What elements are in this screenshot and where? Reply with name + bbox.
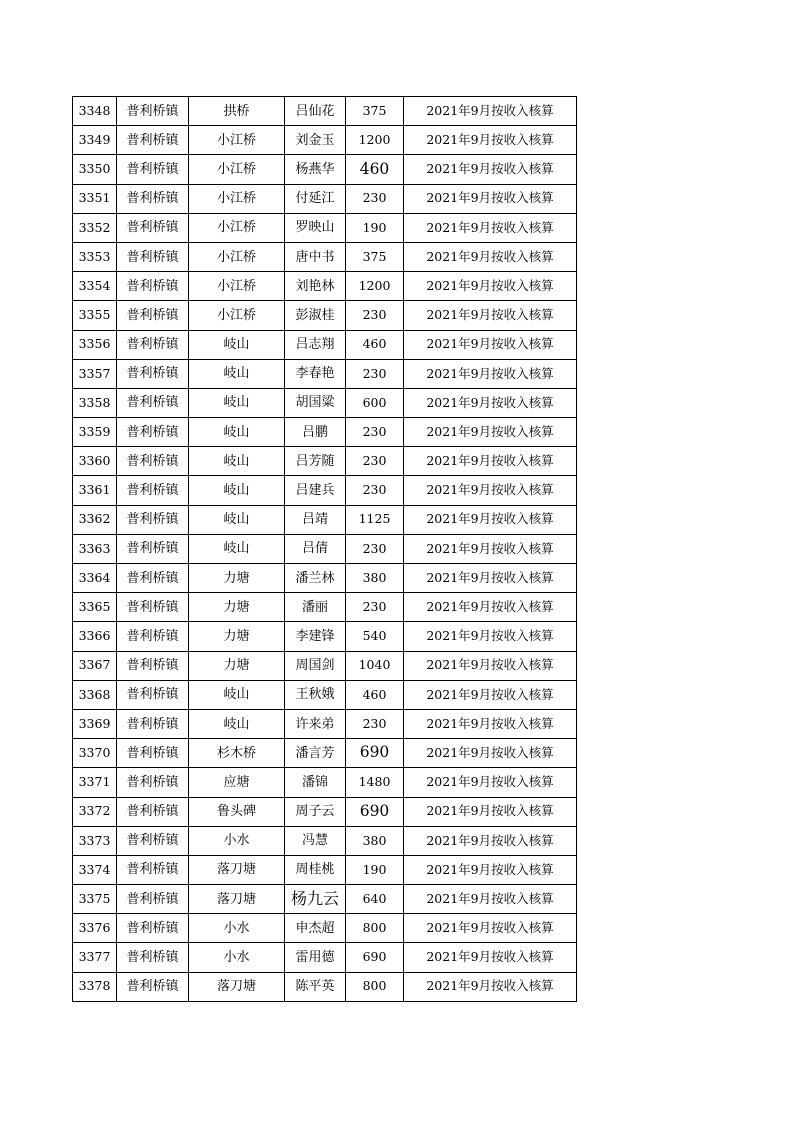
row-number-cell: 3370 — [73, 739, 117, 768]
town-cell: 普利桥镇 — [117, 476, 189, 505]
row-number-cell: 3353 — [73, 242, 117, 271]
person-name-cell: 周国剑 — [285, 651, 346, 680]
person-name-cell: 吕志翔 — [285, 330, 346, 359]
village-cell: 小江桥 — [189, 242, 285, 271]
note-cell: 2021年9月按收入核算 — [404, 359, 577, 388]
row-number-cell: 3375 — [73, 885, 117, 914]
table-row — [73, 213, 577, 242]
town-cell: 普利桥镇 — [117, 972, 189, 1001]
amount-cell: 190 — [346, 855, 404, 884]
village-cell: 落刀塘 — [189, 855, 285, 884]
amount-cell: 1200 — [346, 272, 404, 301]
note-cell: 2021年9月按收入核算 — [404, 418, 577, 447]
table-row — [73, 155, 577, 184]
row-number-cell: 3361 — [73, 476, 117, 505]
person-name-cell: 吕鹏 — [285, 418, 346, 447]
amount-cell: 380 — [346, 564, 404, 593]
row-number-cell: 3355 — [73, 301, 117, 330]
amount-cell: 375 — [346, 242, 404, 271]
row-number-cell: 3359 — [73, 418, 117, 447]
town-cell: 普利桥镇 — [117, 914, 189, 943]
person-name-cell: 许来弟 — [285, 709, 346, 738]
row-number-cell: 3377 — [73, 943, 117, 972]
table-row — [73, 768, 577, 797]
town-cell: 普利桥镇 — [117, 213, 189, 242]
row-number-cell: 3373 — [73, 826, 117, 855]
village-cell: 小水 — [189, 943, 285, 972]
table-row — [73, 593, 577, 622]
village-cell: 岐山 — [189, 359, 285, 388]
village-cell: 小水 — [189, 826, 285, 855]
amount-cell: 460 — [346, 330, 404, 359]
town-cell: 普利桥镇 — [117, 242, 189, 271]
row-number-cell: 3376 — [73, 914, 117, 943]
person-name-cell: 吕倩 — [285, 534, 346, 563]
note-cell: 2021年9月按收入核算 — [404, 855, 577, 884]
village-cell: 拱桥 — [189, 97, 285, 126]
village-cell: 岐山 — [189, 476, 285, 505]
village-cell: 小江桥 — [189, 301, 285, 330]
person-name-cell: 杨九云 — [285, 885, 346, 914]
person-name-cell: 吕建兵 — [285, 476, 346, 505]
table-row — [73, 97, 577, 126]
village-cell: 岐山 — [189, 534, 285, 563]
amount-cell: 230 — [346, 418, 404, 447]
amount-cell: 800 — [346, 972, 404, 1001]
town-cell: 普利桥镇 — [117, 943, 189, 972]
amount-cell: 380 — [346, 826, 404, 855]
note-cell: 2021年9月按收入核算 — [404, 768, 577, 797]
town-cell: 普利桥镇 — [117, 447, 189, 476]
village-cell: 应塘 — [189, 768, 285, 797]
note-cell: 2021年9月按收入核算 — [404, 213, 577, 242]
note-cell: 2021年9月按收入核算 — [404, 972, 577, 1001]
row-number-cell: 3351 — [73, 184, 117, 213]
town-cell: 普利桥镇 — [117, 651, 189, 680]
amount-cell: 1040 — [346, 651, 404, 680]
town-cell: 普利桥镇 — [117, 126, 189, 155]
row-number-cell: 3365 — [73, 593, 117, 622]
table-row — [73, 242, 577, 271]
amount-cell: 600 — [346, 388, 404, 417]
amount-cell: 230 — [346, 447, 404, 476]
note-cell: 2021年9月按收入核算 — [404, 388, 577, 417]
person-name-cell: 周子云 — [285, 797, 346, 826]
row-number-cell: 3372 — [73, 797, 117, 826]
person-name-cell: 雷用德 — [285, 943, 346, 972]
amount-cell: 230 — [346, 476, 404, 505]
note-cell: 2021年9月按收入核算 — [404, 739, 577, 768]
table-row — [73, 709, 577, 738]
village-cell: 岐山 — [189, 709, 285, 738]
table-row — [73, 826, 577, 855]
amount-cell: 460 — [346, 155, 404, 184]
village-cell: 小江桥 — [189, 155, 285, 184]
person-name-cell: 吕靖 — [285, 505, 346, 534]
amount-cell: 230 — [346, 593, 404, 622]
town-cell: 普利桥镇 — [117, 622, 189, 651]
row-number-cell: 3367 — [73, 651, 117, 680]
table-row — [73, 885, 577, 914]
village-cell: 岐山 — [189, 330, 285, 359]
amount-cell: 540 — [346, 622, 404, 651]
town-cell: 普利桥镇 — [117, 97, 189, 126]
village-cell: 落刀塘 — [189, 885, 285, 914]
person-name-cell: 唐中书 — [285, 242, 346, 271]
amount-cell: 1480 — [346, 768, 404, 797]
person-name-cell: 潘丽 — [285, 593, 346, 622]
person-name-cell: 王秋娥 — [285, 680, 346, 709]
table-row — [73, 301, 577, 330]
table-row — [73, 330, 577, 359]
table-row — [73, 476, 577, 505]
note-cell: 2021年9月按收入核算 — [404, 826, 577, 855]
town-cell: 普利桥镇 — [117, 768, 189, 797]
village-cell: 小江桥 — [189, 184, 285, 213]
table-row — [73, 505, 577, 534]
amount-cell: 1200 — [346, 126, 404, 155]
allowance-table — [72, 96, 577, 1002]
note-cell: 2021年9月按收入核算 — [404, 272, 577, 301]
note-cell: 2021年9月按收入核算 — [404, 126, 577, 155]
row-number-cell: 3349 — [73, 126, 117, 155]
note-cell: 2021年9月按收入核算 — [404, 447, 577, 476]
amount-cell: 230 — [346, 301, 404, 330]
note-cell: 2021年9月按收入核算 — [404, 330, 577, 359]
row-number-cell: 3371 — [73, 768, 117, 797]
amount-cell: 690 — [346, 739, 404, 768]
village-cell: 岐山 — [189, 447, 285, 476]
village-cell: 杉木桥 — [189, 739, 285, 768]
table-row — [73, 739, 577, 768]
village-cell: 岐山 — [189, 418, 285, 447]
note-cell: 2021年9月按收入核算 — [404, 301, 577, 330]
note-cell: 2021年9月按收入核算 — [404, 651, 577, 680]
amount-cell: 1125 — [346, 505, 404, 534]
village-cell: 小江桥 — [189, 213, 285, 242]
note-cell: 2021年9月按收入核算 — [404, 155, 577, 184]
note-cell: 2021年9月按收入核算 — [404, 885, 577, 914]
amount-cell: 230 — [346, 359, 404, 388]
note-cell: 2021年9月按收入核算 — [404, 534, 577, 563]
town-cell: 普利桥镇 — [117, 826, 189, 855]
table-row — [73, 272, 577, 301]
person-name-cell: 周桂桃 — [285, 855, 346, 884]
table-row — [73, 797, 577, 826]
village-cell: 鲁头碑 — [189, 797, 285, 826]
town-cell: 普利桥镇 — [117, 709, 189, 738]
table-row — [73, 651, 577, 680]
row-number-cell: 3357 — [73, 359, 117, 388]
note-cell: 2021年9月按收入核算 — [404, 943, 577, 972]
person-name-cell: 李春艳 — [285, 359, 346, 388]
table-row — [73, 855, 577, 884]
note-cell: 2021年9月按收入核算 — [404, 505, 577, 534]
town-cell: 普利桥镇 — [117, 301, 189, 330]
town-cell: 普利桥镇 — [117, 534, 189, 563]
row-number-cell: 3348 — [73, 97, 117, 126]
table-row — [73, 126, 577, 155]
amount-cell: 690 — [346, 943, 404, 972]
village-cell: 小水 — [189, 914, 285, 943]
note-cell: 2021年9月按收入核算 — [404, 184, 577, 213]
row-number-cell: 3356 — [73, 330, 117, 359]
row-number-cell: 3358 — [73, 388, 117, 417]
amount-cell: 230 — [346, 709, 404, 738]
note-cell: 2021年9月按收入核算 — [404, 476, 577, 505]
town-cell: 普利桥镇 — [117, 564, 189, 593]
table-row — [73, 680, 577, 709]
table-row — [73, 388, 577, 417]
village-cell: 力塘 — [189, 622, 285, 651]
amount-cell: 640 — [346, 885, 404, 914]
person-name-cell: 潘锦 — [285, 768, 346, 797]
person-name-cell: 罗映山 — [285, 213, 346, 242]
village-cell: 小江桥 — [189, 126, 285, 155]
person-name-cell: 刘艳林 — [285, 272, 346, 301]
village-cell: 小江桥 — [189, 272, 285, 301]
amount-cell: 190 — [346, 213, 404, 242]
person-name-cell: 杨燕华 — [285, 155, 346, 184]
table-row — [73, 184, 577, 213]
town-cell: 普利桥镇 — [117, 739, 189, 768]
amount-cell: 230 — [346, 534, 404, 563]
amount-cell: 230 — [346, 184, 404, 213]
table-row — [73, 622, 577, 651]
row-number-cell: 3360 — [73, 447, 117, 476]
town-cell: 普利桥镇 — [117, 593, 189, 622]
town-cell: 普利桥镇 — [117, 418, 189, 447]
row-number-cell: 3369 — [73, 709, 117, 738]
amount-cell: 375 — [346, 97, 404, 126]
town-cell: 普利桥镇 — [117, 885, 189, 914]
town-cell: 普利桥镇 — [117, 855, 189, 884]
table-row — [73, 418, 577, 447]
amount-cell: 800 — [346, 914, 404, 943]
town-cell: 普利桥镇 — [117, 359, 189, 388]
table-row — [73, 447, 577, 476]
person-name-cell: 付延江 — [285, 184, 346, 213]
note-cell: 2021年9月按收入核算 — [404, 593, 577, 622]
note-cell: 2021年9月按收入核算 — [404, 97, 577, 126]
note-cell: 2021年9月按收入核算 — [404, 709, 577, 738]
person-name-cell: 申杰超 — [285, 914, 346, 943]
row-number-cell: 3378 — [73, 972, 117, 1001]
table-row — [73, 534, 577, 563]
town-cell: 普利桥镇 — [117, 797, 189, 826]
person-name-cell: 潘言芳 — [285, 739, 346, 768]
town-cell: 普利桥镇 — [117, 272, 189, 301]
table-row — [73, 972, 577, 1001]
town-cell: 普利桥镇 — [117, 680, 189, 709]
person-name-cell: 胡国粱 — [285, 388, 346, 417]
person-name-cell: 刘金玉 — [285, 126, 346, 155]
table-row — [73, 943, 577, 972]
person-name-cell: 吕仙花 — [285, 97, 346, 126]
note-cell: 2021年9月按收入核算 — [404, 914, 577, 943]
village-cell: 岐山 — [189, 505, 285, 534]
row-number-cell: 3354 — [73, 272, 117, 301]
table-body — [73, 97, 577, 1002]
row-number-cell: 3368 — [73, 680, 117, 709]
row-number-cell: 3350 — [73, 155, 117, 184]
town-cell: 普利桥镇 — [117, 330, 189, 359]
person-name-cell: 潘兰林 — [285, 564, 346, 593]
town-cell: 普利桥镇 — [117, 505, 189, 534]
row-number-cell: 3366 — [73, 622, 117, 651]
table-row — [73, 564, 577, 593]
person-name-cell: 李建锋 — [285, 622, 346, 651]
village-cell: 岐山 — [189, 680, 285, 709]
person-name-cell: 陈平英 — [285, 972, 346, 1001]
note-cell: 2021年9月按收入核算 — [404, 680, 577, 709]
row-number-cell: 3364 — [73, 564, 117, 593]
village-cell: 力塘 — [189, 651, 285, 680]
village-cell: 力塘 — [189, 564, 285, 593]
town-cell: 普利桥镇 — [117, 184, 189, 213]
note-cell: 2021年9月按收入核算 — [404, 622, 577, 651]
row-number-cell: 3363 — [73, 534, 117, 563]
village-cell: 落刀塘 — [189, 972, 285, 1001]
amount-cell: 460 — [346, 680, 404, 709]
note-cell: 2021年9月按收入核算 — [404, 797, 577, 826]
town-cell: 普利桥镇 — [117, 388, 189, 417]
person-name-cell: 吕芳随 — [285, 447, 346, 476]
note-cell: 2021年9月按收入核算 — [404, 564, 577, 593]
row-number-cell: 3374 — [73, 855, 117, 884]
row-number-cell: 3362 — [73, 505, 117, 534]
village-cell: 岐山 — [189, 388, 285, 417]
row-number-cell: 3352 — [73, 213, 117, 242]
amount-cell: 690 — [346, 797, 404, 826]
person-name-cell: 彭淑桂 — [285, 301, 346, 330]
table-row — [73, 914, 577, 943]
town-cell: 普利桥镇 — [117, 155, 189, 184]
person-name-cell: 冯慧 — [285, 826, 346, 855]
note-cell: 2021年9月按收入核算 — [404, 242, 577, 271]
table-row — [73, 359, 577, 388]
village-cell: 力塘 — [189, 593, 285, 622]
